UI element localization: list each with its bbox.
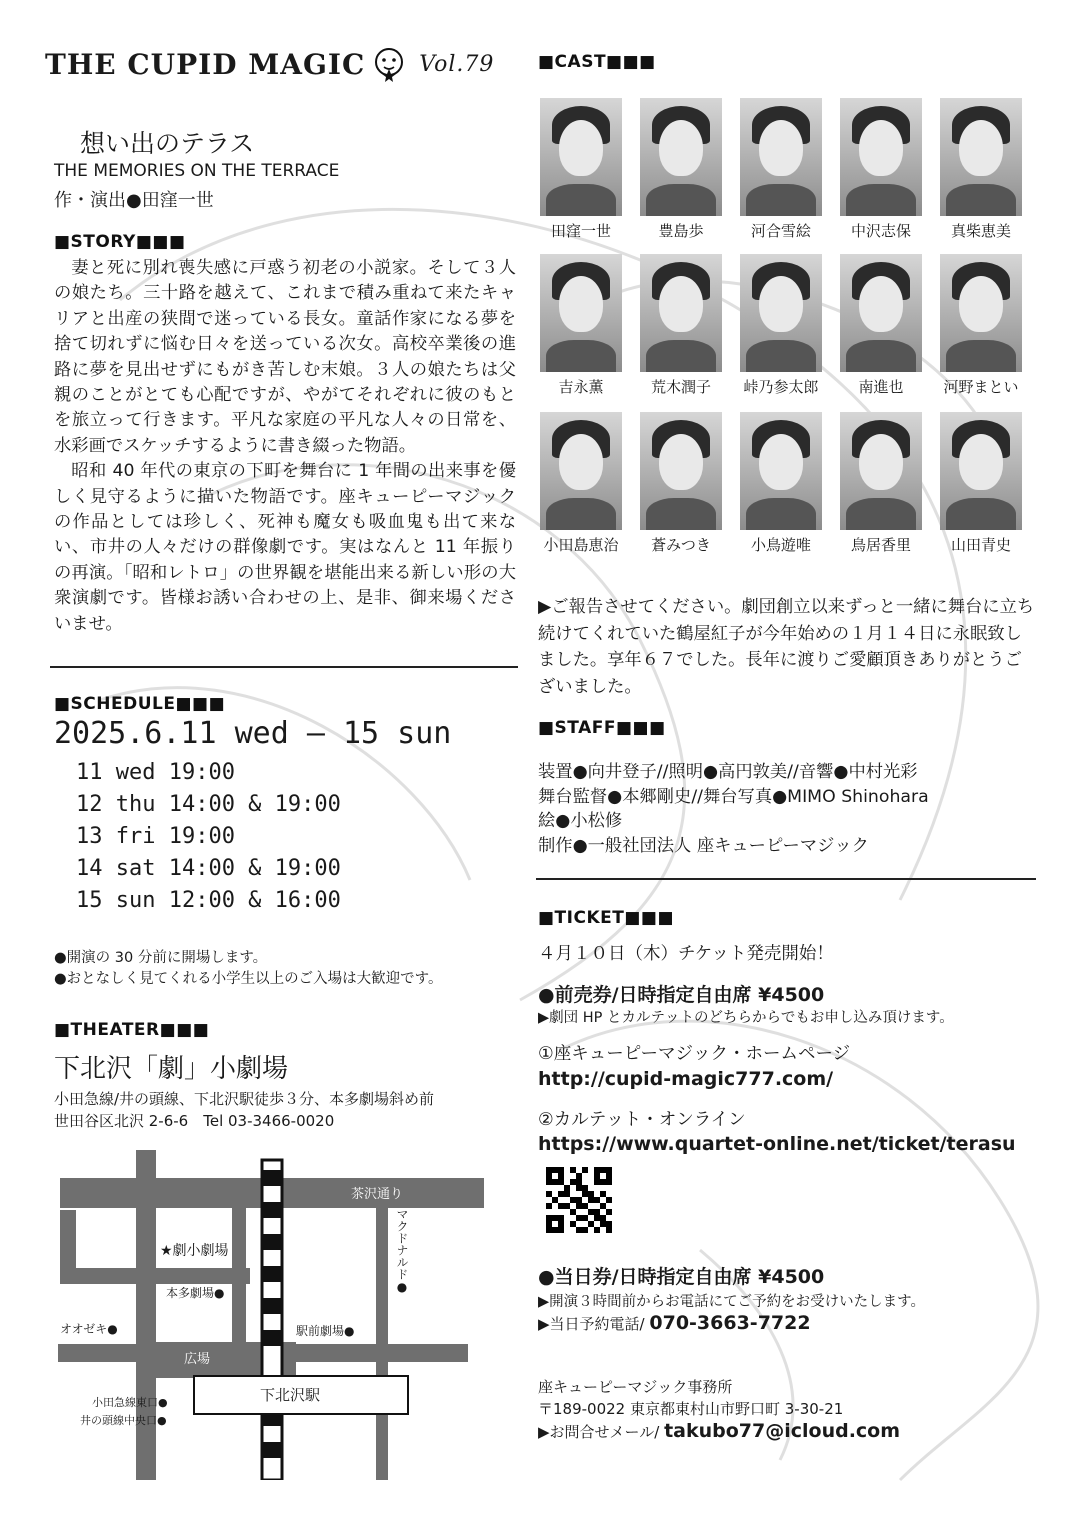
map-label-odakyu: 小田急線東口● [92, 1396, 168, 1409]
staff-line: 舞台監督●本郷剛史//舞台写真●MIMO Shinohara [538, 786, 929, 807]
cast-member [636, 254, 726, 397]
cast-name: 吉永薫 [558, 378, 604, 396]
schedule-note: ●おとなしく見てくれる小学生以上のご入場は大歓迎です。 [54, 971, 443, 987]
office-mail[interactable]: takubo77@icloud.com [664, 1420, 901, 1442]
ticket-hp-label: ①座キューピーマジック・ホームページ [538, 1044, 851, 1064]
cast-photo [540, 254, 622, 372]
cast-photo [640, 254, 722, 372]
schedule-row: 15 sun 12:00 & 16:00 [76, 888, 341, 913]
office-mail-label: ▶お問合せメール/ [538, 1423, 660, 1441]
theater-name: 下北沢「劇」小劇場 [54, 1054, 289, 1084]
cast-member [836, 254, 926, 397]
cast-photo [840, 412, 922, 530]
cast-photo [940, 254, 1022, 372]
map-label-inokashira: 井の頭線中央口● [80, 1414, 167, 1427]
story-text [54, 256, 516, 637]
divider [536, 878, 1036, 880]
theater-access: 小田急線/井の頭線、下北沢駅徒歩３分、本多劇場斜め前 [54, 1090, 435, 1108]
cast-name: 河合雪絵 [750, 222, 811, 240]
ticket-quartet-url[interactable]: https://www.quartet-online.net/ticket/terasu [538, 1133, 1016, 1155]
story-paragraph-1: 妻と死に別れ喪失感に戸惑う初老の小説家。そして３人の娘たち。三十路を越えて、これまで積み重ねて来たキャリアと出産の狭間で迷っている長女。童話作家になる夢を捨て切れずに悩む日々を送っている次女。高校卒業後の進路に夢を見出せずにもがき苦しむ末娘。３人の娘たちは父親のことがとても心配ですが、やがてそれぞれに彼のもとを旅立って行きます。平凡な家庭の平凡な人々の日常を、水彩画でスケッチするように書き綴った物語。 [54, 258, 516, 456]
cast-photo [740, 98, 822, 216]
cast-photo [540, 98, 622, 216]
play-title-en: THE MEMORIES ON THE TERRACE [54, 161, 340, 181]
cast-name: 真柴恵美 [950, 222, 1011, 240]
cast-member [536, 412, 626, 555]
cast-name: 中沢志保 [850, 222, 911, 240]
cast-member [836, 412, 926, 555]
report-text: ▶ご報告させてください。劇団創立以来ずっと一緒に舞台に立ち続けてくれていた鶴屋紅子が今年始めの１月１４日に永眠致しました。享年６７でした。長年に渡りご愛顧頂きありがとうございました。 [538, 597, 1035, 697]
cast-member [536, 254, 626, 397]
ticket-advance-note: ▶劇団 HP とカルテットのどちらからでもお申し込み頂けます。 [538, 1010, 954, 1026]
ticket-phone-label: ▶当日予約電話/ [538, 1315, 645, 1333]
staff-header: ■STAFF■■■ [538, 718, 666, 738]
theater-address: 世田谷区北沢 2-6-6 Tel 03-3466-0020 [54, 1112, 335, 1130]
cast-photo [640, 412, 722, 530]
cast-name: 田窪一世 [550, 222, 611, 240]
ticket-phone-row [538, 1312, 811, 1334]
schedule-header: ■SCHEDULE■■■ [54, 694, 226, 714]
cast-name: 蒼みつき [651, 536, 711, 554]
cast-member [536, 98, 626, 241]
cast-name: 山田青史 [950, 536, 1011, 554]
cast-member [736, 254, 826, 397]
schedule-row: 13 fri 19:00 [76, 824, 235, 849]
cast-name: 荒木潤子 [650, 378, 711, 396]
cast-name: 小鳥遊唯 [750, 536, 811, 554]
map-label-ekimae: 駅前劇場● [296, 1324, 355, 1338]
cast-member [836, 98, 926, 241]
theater-info [54, 1088, 434, 1132]
schedule-row: 11 wed 19:00 [76, 760, 235, 785]
schedule-range: 2025.6.11 wed – 15 sun [54, 716, 452, 751]
map-label-hiroba: 広場 [184, 1352, 211, 1367]
access-map [54, 1150, 484, 1480]
ticket-header: ■TICKET■■■ [538, 908, 675, 928]
logo-vol: Vol.79 [419, 51, 495, 77]
cast-photo [840, 98, 922, 216]
schedule-row: 14 sat 14:00 & 19:00 [76, 856, 341, 881]
schedule-notes [54, 948, 443, 990]
office-mail-row [538, 1420, 900, 1442]
qr-code-icon[interactable] [546, 1167, 612, 1233]
schedule-row: 12 thu 14:00 & 19:00 [76, 792, 341, 817]
cast-member [736, 98, 826, 241]
cast-name: 南進也 [858, 378, 904, 396]
staff-list [538, 760, 929, 858]
ticket-phone[interactable]: 070-3663-7722 [649, 1312, 811, 1334]
cast-photo [640, 98, 722, 216]
staff-line: 絵●小松修 [538, 811, 623, 831]
schedule-note: ●開演の 30 分前に開場します。 [54, 950, 268, 966]
cast-name: 河野まとい [943, 378, 1019, 396]
map-label-ozeki: オオゼキ● [60, 1322, 118, 1336]
office-address: 〒189-0022 東京都東村山市野口町 3-30-21 [538, 1400, 844, 1418]
cast-name: 峠乃参太郎 [743, 378, 819, 396]
cast-member [636, 412, 726, 555]
theater-header: ■THEATER■■■ [54, 1020, 210, 1040]
cast-member [736, 412, 826, 555]
divider [50, 666, 518, 668]
cast-member [936, 254, 1026, 397]
map-label-honda: 本多劇場● [166, 1286, 225, 1300]
play-author: 作・演出●田窪一世 [54, 190, 214, 211]
map-label-mcdonalds: マクドナルド● [395, 1208, 409, 1294]
logo-text: THE CUPID MAGIC [45, 47, 366, 81]
cast-photo [840, 254, 922, 372]
ticket-hp-url[interactable]: http://cupid-magic777.com/ [538, 1068, 834, 1090]
cast-photo [740, 412, 822, 530]
map-label-geki: ★劇小劇場 [160, 1243, 229, 1259]
cast-photo [940, 98, 1022, 216]
cast-photo [740, 254, 822, 372]
cast-name: 小田島恵治 [543, 536, 619, 554]
ticket-quartet-label: ②カルテット・オンライン [538, 1110, 746, 1130]
cast-name: 豊島歩 [658, 222, 704, 240]
ticket-door-note: ▶開演３時間前からお電話にてご予約をお受けいたします。 [538, 1294, 925, 1310]
map-label-station: 下北沢駅 [260, 1386, 321, 1404]
ticket-release: ４月１０日（木）チケット発売開始！ [538, 944, 834, 964]
office-name: 座キューピーマジック事務所 [538, 1378, 733, 1396]
cast-header: ■CAST■■■ [538, 52, 656, 72]
cast-photo [940, 412, 1022, 530]
play-title-jp: 想い出のテラス [80, 129, 255, 158]
story-paragraph-2: 昭和 40 年代の東京の下町を舞台に 1 年間の出来事を優しく見守るように描いた物語です。座キューピーマジックの作品としては珍しく、死神も魔女も吸血鬼も出て来ない、市井の人々だけの群像劇です。実はなんと 11 年振りの再演。「昭和レトロ」の世界観を堪能出来る新しい形の大衆演劇です。皆様お誘い合わせの上、是非、御来場くださいませ。 [54, 461, 516, 634]
story-header: ■STORY■■■ [54, 232, 186, 252]
cast-name: 鳥居香里 [850, 536, 911, 554]
cast-member [936, 412, 1026, 555]
ticket-advance-title: ●前売券/日時指定自由席 ¥4500 [538, 984, 825, 1006]
cast-photo [540, 412, 622, 530]
staff-line: 制作●一般社団法人 座キューピーマジック [538, 835, 869, 856]
cast-member [636, 98, 726, 241]
staff-line: 装置●向井登子//照明●高円敦美//音響●中村光彩 [538, 762, 918, 782]
map-label-chazawa: 茶沢通り [351, 1187, 404, 1202]
cast-member [936, 98, 1026, 241]
ticket-door-title: ●当日券/日時指定自由席 ¥4500 [538, 1266, 825, 1288]
cupid-icon [369, 44, 409, 84]
logo [45, 44, 494, 84]
